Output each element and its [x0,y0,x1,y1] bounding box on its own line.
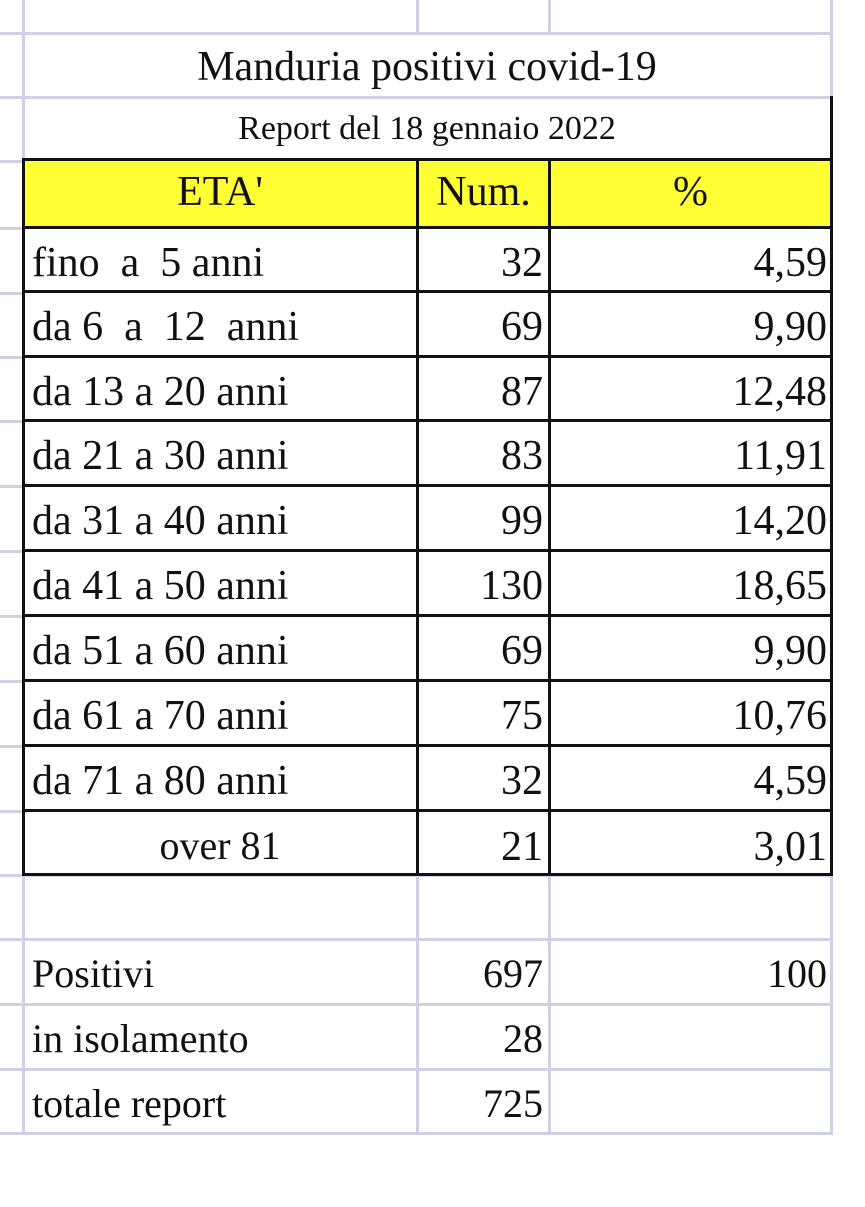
row-num: 99 [501,498,543,544]
gridline [0,292,24,295]
column-header-pct: % [673,169,708,215]
row-num: 75 [501,693,543,739]
row-num: 69 [501,628,543,674]
gridline [0,227,24,230]
row-label: da 21 a 30 anni [32,433,289,479]
row-pct: 3,01 [753,824,827,870]
summary-pct: 100 [767,951,827,996]
table-border [22,419,832,422]
row-num: 69 [501,304,543,350]
report-title: Manduria positivi covid-19 [197,44,657,90]
gridline [416,0,419,35]
row-pct: 10,76 [732,693,827,739]
summary-num: 697 [483,951,543,996]
gridline [0,550,24,553]
row-pct: 12,48 [732,369,827,415]
gridline [0,680,24,683]
row-pct: 9,90 [753,628,827,674]
row-pct: 18,65 [732,563,827,609]
row-pct: 14,20 [732,498,827,544]
row-num: 32 [501,240,543,286]
report-subtitle: Report del 18 gennaio 2022 [238,110,616,147]
table-border [22,744,832,747]
summary-label: totale report [32,1081,227,1126]
summary-label: in isolamento [32,1016,249,1061]
table-border [22,355,832,358]
summary-num: 28 [503,1016,543,1061]
table-border [22,614,832,617]
row-num: 32 [501,758,543,804]
row-label: da 6 a 12 anni [32,304,300,350]
gridline [0,485,24,488]
gridline [548,874,551,1135]
row-label: da 41 a 50 anni [32,563,289,609]
gridline [548,0,551,35]
row-label: da 71 a 80 anni [32,758,289,804]
gridline [830,874,833,1135]
row-label: over 81 [159,823,281,868]
gridline [0,745,24,748]
table-border [22,158,832,161]
row-label: da 13 a 20 anni [32,369,289,415]
row-pct: 11,91 [734,433,827,479]
row-label: da 61 a 70 anni [32,693,289,739]
row-num: 87 [501,369,543,415]
table-border [22,873,832,876]
table-border [22,484,832,487]
column-header-num: Num. [436,169,531,215]
table-border [22,158,25,876]
row-label: da 31 a 40 anni [32,498,289,544]
row-num: 21 [501,824,543,870]
row-num: 83 [501,433,543,479]
row-pct: 4,59 [753,240,827,286]
gridline [830,0,833,99]
row-pct: 9,90 [753,304,827,350]
row-label: da 51 a 60 anni [32,628,289,674]
table-border [22,226,832,229]
column-header-eta: ETA' [177,169,263,215]
gridline [0,356,24,359]
gridline [0,615,24,618]
gridline [0,810,24,813]
summary-num: 725 [483,1081,543,1126]
summary-label: Positivi [32,951,155,996]
table-border [22,809,832,812]
gridline [0,96,833,99]
table-border [22,290,832,293]
row-num: 130 [480,563,543,609]
gridline [0,420,24,423]
table-border [22,679,832,682]
table-border [22,549,832,552]
gridline [0,160,24,163]
row-label: fino a 5 anni [32,240,265,286]
row-pct: 4,59 [753,758,827,804]
